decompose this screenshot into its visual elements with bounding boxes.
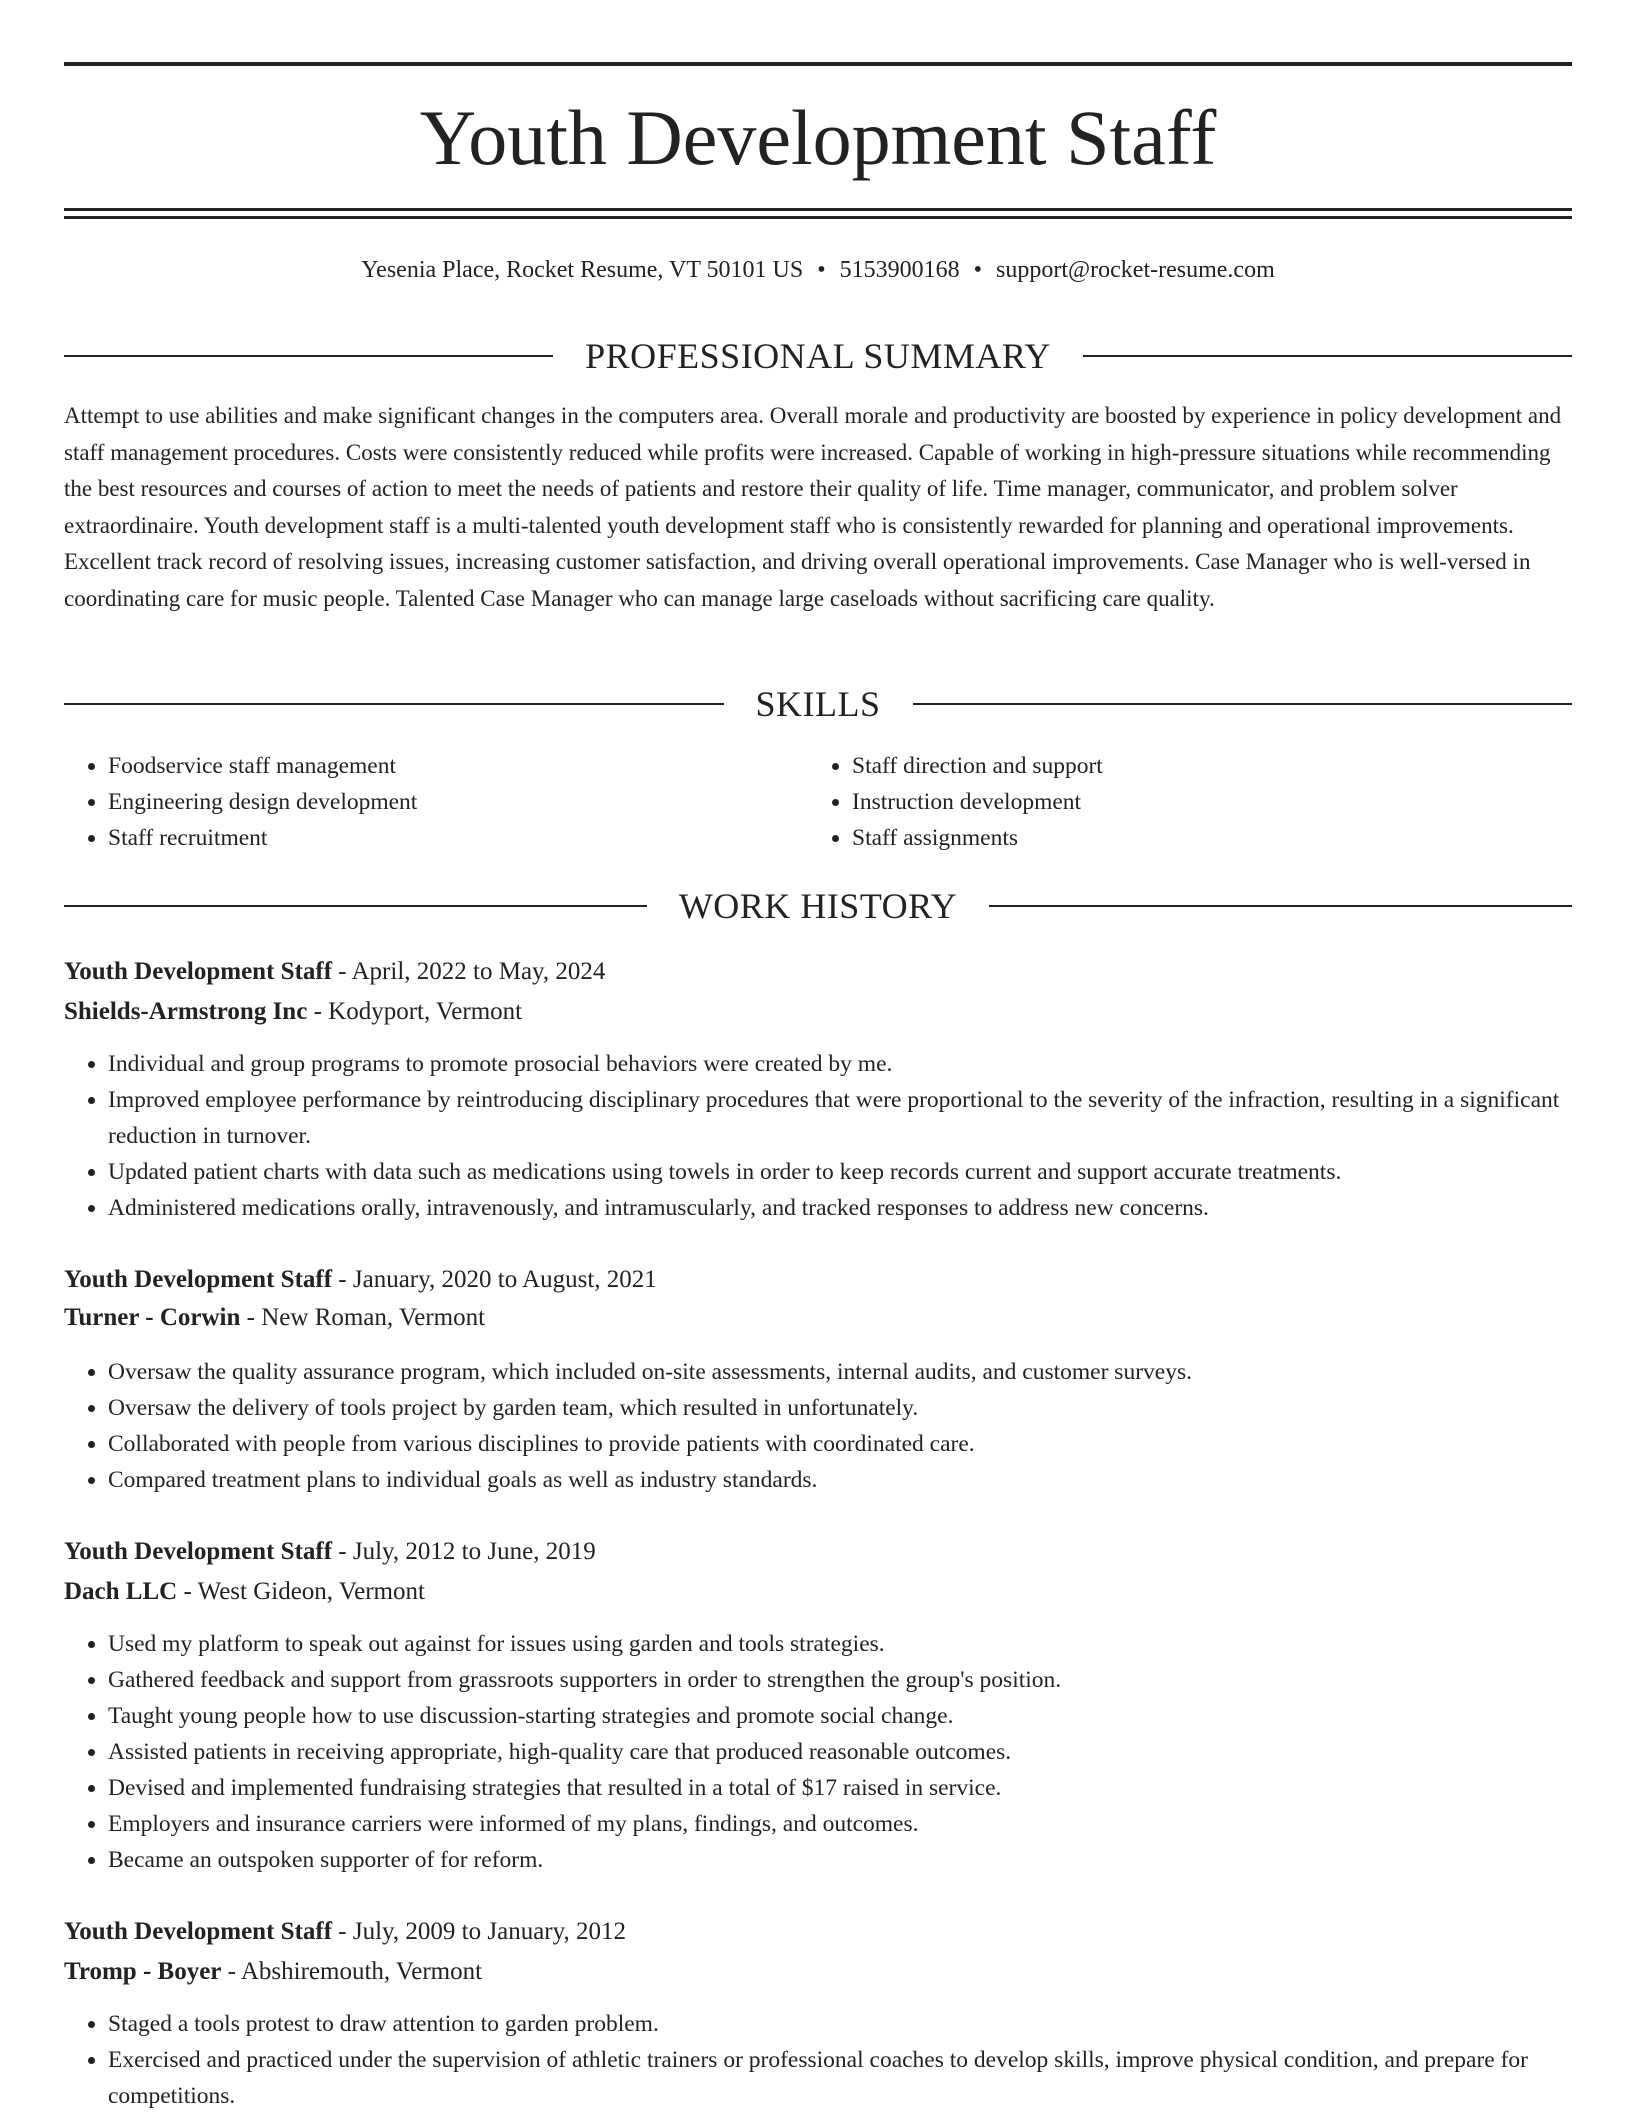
job-dates: July, 2012 to June, 2019: [352, 1538, 596, 1565]
job-dash: -: [332, 1266, 353, 1293]
job-title-line: [64, 1914, 1572, 1950]
job-company: Tromp - Boyer: [64, 1958, 222, 1985]
job-company-line: [64, 994, 1572, 1030]
contact-address: Yesenia Place, Rocket Resume, VT 50101 US: [361, 257, 804, 283]
job-bullet: • Improved employee performance by reintroducing disciplinary procedures that were proportional to the severity of the infraction, resulting in a significant reduction in turnover.: [108, 1082, 1616, 1154]
resume-name: Youth Development Staff: [419, 94, 1217, 181]
work-heading-text: WORK HISTORY: [678, 886, 958, 926]
job-bullet: • Compared treatment plans to individual goals as well as industry standards.: [108, 1462, 1616, 1498]
job-dash: -: [240, 1304, 262, 1331]
job-company: Shields-Armstrong Inc: [64, 998, 308, 1025]
contact-line: [64, 254, 1572, 286]
job-bullets: [64, 1626, 1616, 1878]
skill-item: • Instruction development: [852, 784, 1552, 820]
job-bullet: • Individual and group programs to promote prosocial behaviors were created by me.: [108, 1046, 1616, 1082]
job-bullet: • Employers and insurance carriers were informed of my plans, findings, and outcomes.: [108, 1806, 1616, 1842]
job-bullet: • Used my platform to speak out against for issues using garden and tools strategies.: [108, 1626, 1616, 1662]
header-bottom-rule-second: [64, 216, 1572, 219]
header-bottom-rule: [64, 208, 1572, 211]
contact-separator: •: [973, 257, 983, 283]
skills-heading: [64, 682, 1572, 726]
heading-rule-right: [913, 703, 1573, 705]
job-location: New Roman, Vermont: [261, 1304, 486, 1331]
heading-rule-right: [989, 905, 1572, 907]
job-bullet: • Exercised and practiced under the supervision of athletic trainers or professional coaches to develop skills, improve physical condition, and prepare for competitions.: [108, 2042, 1616, 2114]
skill-item: • Foodservice staff management: [108, 748, 808, 784]
job-dash: -: [332, 1918, 353, 1945]
job-title: Youth Development Staff: [64, 958, 333, 985]
job-dates: April, 2022 to May, 2024: [351, 958, 606, 985]
contact-separator: •: [817, 257, 826, 283]
job-bullet: • Staged a tools protest to draw attention to garden problem.: [108, 2006, 1616, 2042]
job-bullet: • Assisted patients in receiving appropriate, high-quality care that produced reasonable outcomes.: [108, 1734, 1616, 1770]
heading-rule-left: [64, 703, 724, 705]
job-dash: -: [221, 1958, 241, 1985]
job-bullet: • Gathered feedback and support from grassroots supporters in order to strengthen the group's position.: [108, 1662, 1616, 1698]
summary-text: Attempt to use abilities and make significant changes in the computers area. Overall morale and productivity are boosted by experience in policy development and staff management procedures. Costs were consistently reduced while profits were increased. Capable of working in high-pressure situations while recommending the best resources and courses of action to meet the needs of patients and restore their quality of life. Time manager, communicator, and problem solver extraordinaire. Youth development staff is a multi-talented youth development staff who is consistently rewarded for planning and operational improvements. Excellent track record of resolving issues, increasing customer satisfaction, and driving overall operational improvements. Case Manager who is well-versed in coordinating care for music people. Talented Case Manager who can manage large caseloads without sacrificing care quality.: [64, 403, 1562, 611]
job-bullets: [64, 1354, 1616, 1498]
job-bullet: • Collaborated with people from various disciplines to provide patients with coordinated care.: [108, 1426, 1616, 1462]
summary-heading-text: PROFESSIONAL SUMMARY: [585, 336, 1051, 376]
job-dates: January, 2020 to August, 2021: [352, 1266, 657, 1293]
heading-rule-left: [64, 355, 553, 357]
heading-rule-left: [64, 905, 647, 907]
job-title: Youth Development Staff: [64, 1918, 333, 1945]
job-title-line: [64, 1262, 1572, 1298]
contact-email: support@rocket-resume.com: [996, 257, 1275, 283]
header-top-rule: [64, 62, 1572, 66]
heading-rule-right: [1083, 355, 1572, 357]
job-bullet: • Became an outspoken supporter of for reform.: [108, 1842, 1616, 1878]
job-bullet: • Oversaw the quality assurance program, which included on-site assessments, internal audits, and customer surveys.: [108, 1354, 1616, 1390]
job-location: Abshiremouth, Vermont: [240, 1958, 483, 1985]
job-bullet: • Devised and implemented fundraising strategies that resulted in a total of $17 raised in service.: [108, 1770, 1616, 1806]
job-bullet: • Updated patient charts with data such as medications using towels in order to keep records current and support accurate treatments.: [108, 1154, 1616, 1190]
job-title-line: [64, 954, 1572, 990]
job-title-line: [64, 1534, 1572, 1570]
job-title: Youth Development Staff: [64, 1538, 333, 1565]
skills-list-left: [64, 748, 808, 856]
job-dash: -: [332, 958, 352, 985]
job-company-line: [64, 1574, 1572, 1610]
skill-item: • Staff recruitment: [108, 820, 808, 856]
summary-heading: [64, 334, 1572, 378]
job-location: Kodyport, Vermont: [328, 998, 523, 1025]
skill-item: • Staff direction and support: [852, 748, 1552, 784]
job-bullet: • Oversaw the delivery of tools project by garden team, which resulted in unfortunately.: [108, 1390, 1616, 1426]
skills-heading-text: SKILLS: [755, 684, 881, 724]
job-location: West Gideon, Vermont: [197, 1578, 425, 1605]
job-company-line: [64, 1300, 1572, 1336]
job-dates: July, 2009 to January, 2012: [352, 1918, 626, 1945]
skill-item: • Engineering design development: [108, 784, 808, 820]
job-company-line: [64, 1954, 1572, 1990]
job-company: Turner - Corwin: [64, 1304, 241, 1331]
job-bullet: • Administered medications orally, intravenously, and intramuscularly, and tracked responses to address new concerns.: [108, 1190, 1616, 1226]
job-bullets: [64, 1046, 1616, 1226]
work-heading: [64, 884, 1572, 928]
job-dash: -: [177, 1578, 198, 1605]
job-dash: -: [307, 998, 329, 1025]
job-bullets: [64, 2006, 1616, 2114]
contact-phone: 5153900168: [839, 257, 960, 283]
skills-list-right: [808, 748, 1552, 856]
skill-item: • Staff assignments: [852, 820, 1552, 856]
job-bullet: • Taught young people how to use discussion-starting strategies and promote social change.: [108, 1698, 1616, 1734]
job-title: Youth Development Staff: [64, 1266, 333, 1293]
job-company: Dach LLC: [64, 1578, 178, 1605]
job-dash: -: [332, 1538, 353, 1565]
